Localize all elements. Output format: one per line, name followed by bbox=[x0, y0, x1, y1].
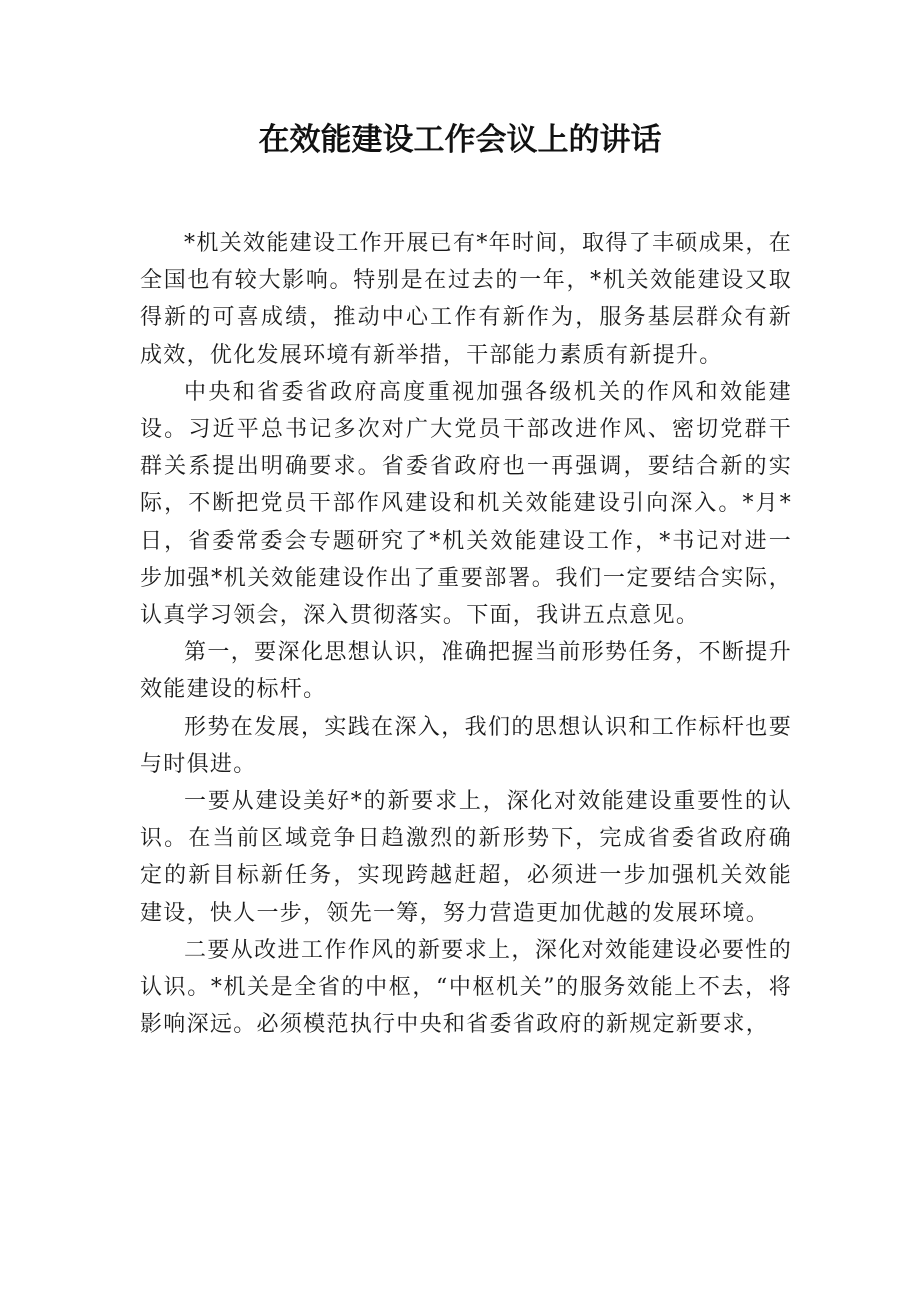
paragraph-3: 第一，要深化思想认识，准确把握当前形势任务，不断提升效能建设的标杆。 bbox=[140, 640, 792, 703]
paragraph-5: 一要从建设美好*的新要求上，深化对效能建设重要性的认识。在当前区域竞争日趋激烈的新形势下，完成省委省政府确定的新目标新任务，实现跨越赶超，必须进一步加强机关效能建设，快人一步，领先一筹，努力营造更加优越的发展环境。 bbox=[140, 789, 792, 926]
paragraph-6: 二要从改进工作作风的新要求上，深化对效能建设必要性的认识。*机关是全省的中枢，“中枢机关”的服务效能上不去，将影响深远。必须模范执行中央和省委省政府的新规定新要求， bbox=[140, 937, 792, 1038]
paragraph-2: 中央和省委省政府高度重视加强各级机关的作风和效能建设。习近平总书记多次对广大党员干部改进作风、密切党群干群关系提出明确要求。省委省政府也一再强调，要结合新的实际，不断把党员干部作风建设和机关效能建设引向深入。*月*日，省委常委会专题研究了*机关效能建设工作，*书记对进一步加强*机关效能建设作出了重要部署。我们一定要结合实际，认真学习领会，深入贯彻落实。下面，我讲五点意见。 bbox=[140, 379, 792, 629]
paragraph-1: *机关效能建设工作开展已有*年时间，取得了丰硕成果，在全国也有较大影响。特别是在过去的一年，*机关效能建设又取得新的可喜成绩，推动中心工作有新作为，服务基层群众有新成效，优化发展环境有新举措，干部能力素质有新提升。 bbox=[140, 231, 792, 368]
document-title: 在效能建设工作会议上的讲话 bbox=[258, 122, 662, 158]
paragraph-4: 形势在发展，实践在深入，我们的思想认识和工作标杆也要与时俱进。 bbox=[140, 714, 792, 777]
document-body bbox=[140, 225, 792, 1043]
